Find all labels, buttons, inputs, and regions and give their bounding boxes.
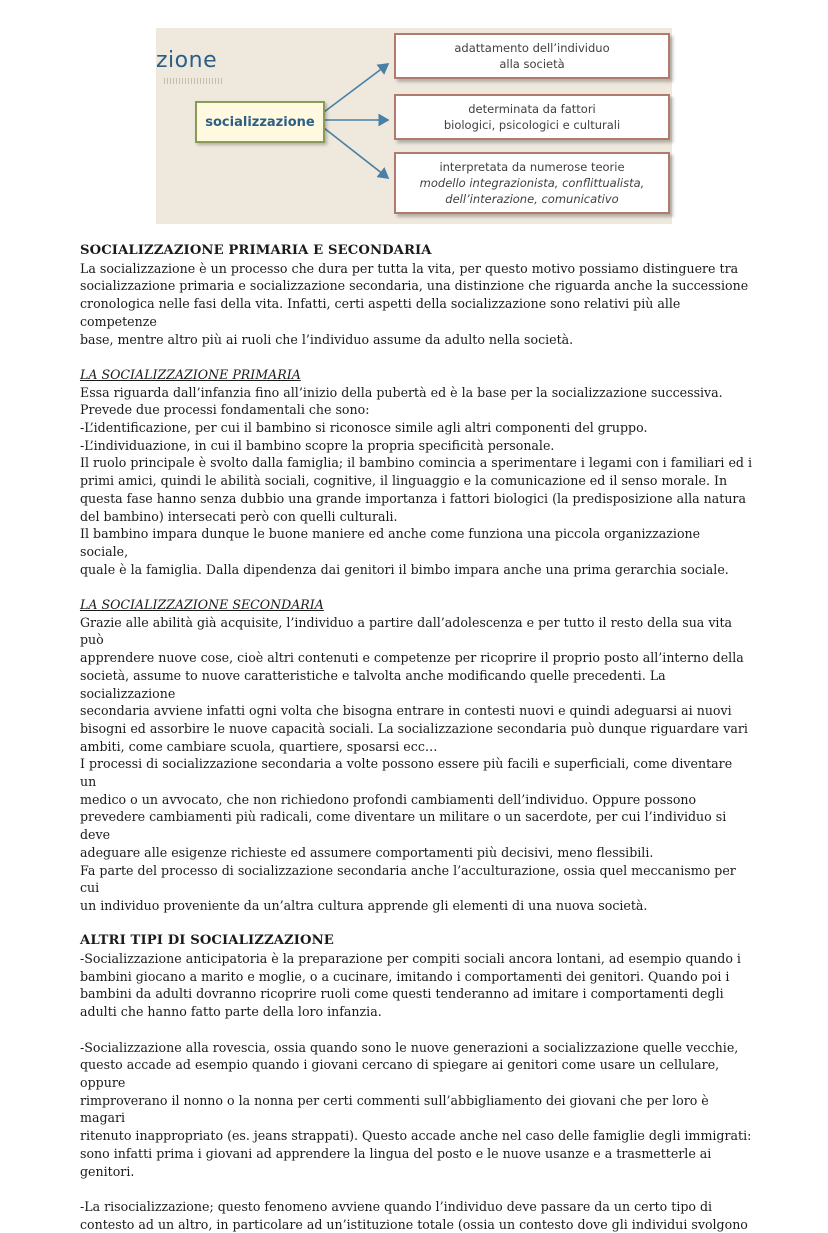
text-line: rimproverano il nonno o la nonna per certi commenti sull’abbigliamento dei giovani che per loro è magari [80, 1092, 709, 1126]
text-line: sono infatti prima i giovani ad apprendere la lingua del posto e le nuove usanze e a trasmetterle ai [80, 1145, 712, 1161]
text-line: -L’identificazione, per cui il bambino si riconosce simile agli altri componenti del gruppo. [80, 420, 648, 436]
text-line: I processi di socializzazione secondaria a volte possono essere più facili e superficiali, come diventare un [80, 756, 733, 790]
text-line: -Socializzazione alla rovescia, ossia quando sono le nuove generazioni a socializzazione quelle vecchie, [80, 1039, 739, 1055]
node-line-italic: dell’interazione, comunicativo [445, 192, 619, 206]
text-line: apprendere nuove cose, cioè altri contenuti e competenze per ricoprire il proprio posto all’interno della [80, 650, 744, 666]
spacer [80, 578, 752, 596]
node-line: adattamento dell’individuo [454, 41, 610, 55]
text-line: ambiti, come cambiare scuola, quartiere, sposarsi ecc… [80, 738, 438, 754]
text-line: adeguare alle esigenze richieste ed assumere comportamenti più decisivi, meno flessibili. [80, 844, 654, 860]
diagram-title: zione [156, 48, 218, 73]
text-line: questa fase hanno senza dubbio una grande importanza i fattori biologici (la predisposizione alla natura [80, 490, 746, 506]
text-line: Il bambino impara dunque le buone maniere ed anche come funziona una piccola organizzazione sociale, [80, 526, 701, 559]
node-line: alla società [499, 57, 565, 71]
text-line: La socializzazione è un processo che dura per tutta la vita, per questo motivo possiamo distinguere tra [80, 260, 739, 276]
document-body [80, 242, 752, 1233]
node-line: interpretata da numerose teorie [439, 160, 625, 174]
text-line: un individuo proveniente da un’altra cultura apprende gli elementi di una nuova società. [80, 897, 648, 913]
text-line: questo accade ad esempio quando i giovani cercano di spiegare ai genitori come usare un cellulare, oppure [80, 1057, 720, 1090]
text-line: ritenuto inappropriato (es. jeans strappati). Questo accade anche nel caso delle famiglie degli immigrati: [80, 1128, 752, 1144]
arrow-to-box3 [324, 128, 388, 178]
subsection-heading: LA SOCIALIZZAZIONE SECONDARIA [80, 597, 324, 613]
spacer [80, 915, 752, 933]
text-line: del bambino) intersecati però con quelli culturali. [80, 508, 398, 524]
text-line: secondaria avviene infatti ogni volta che bisogna entrare in contesti nuovi e quindi adeguarsi ai nuovi [80, 703, 732, 719]
subsection-heading: LA SOCIALIZZAZIONE PRIMARIA [80, 366, 301, 382]
section-heading: ALTRI TIPI DI SOCIALIZZAZIONE [80, 933, 334, 949]
text-line: quale è la famiglia. Dalla dipendenza dai genitori il bimbo impara anche una prima gerarchia sociale. [80, 561, 729, 577]
spacer [80, 1180, 752, 1198]
text-line: società, assume to nuove caratteristiche e talvolta anche modificando quelle precedenti. La socializzazione [80, 667, 666, 701]
diagram-center-node: socializzazione [195, 101, 325, 143]
spacer [80, 1021, 752, 1039]
text-line: bambini giocano a marito e moglie, o a cucinare, imitando i comportamenti dei genitori. Quando poi i [80, 968, 730, 984]
text-line: -La risocializzazione; questo fenomeno avviene quando l’individuo deve passare da un certo tipo di [80, 1198, 713, 1214]
text-line: genitori. [80, 1163, 135, 1179]
text-line: Grazie alle abilità già acquisite, l’individuo a partire dall’adolescenza e per tutto il resto della sua vita può [80, 614, 733, 648]
text-line: socializzazione primaria e socializzazione secondaria, una distinzione che riguarda anche la successione [80, 278, 749, 294]
socialization-diagram [156, 28, 672, 224]
diagram-node-adaptation [394, 33, 670, 79]
arrow-to-box1 [324, 64, 388, 112]
text-line: -Socializzazione anticipatoria è la preparazione per compiti sociali ancora lontani, ad esempio quando i [80, 951, 741, 967]
text-line: contesto ad un altro, in particolare ad un’istituzione totale (ossia un contesto dove gli individui svolgono [80, 1216, 748, 1232]
node-line-italic: modello integrazionista, conflittualista, [419, 176, 645, 190]
text-line: prevedere cambiamenti più radicali, come diventare un militare o un sacerdote, per cui l’individuo si deve [80, 809, 727, 843]
node-line: determinata da fattori [468, 102, 596, 116]
spacer [80, 348, 752, 366]
text-line: -L’individuazione, in cui il bambino scopre la propria specificità personale. [80, 437, 555, 453]
text-line: base, mentre altro più ai ruoli che l’individuo assume da adulto nella società. [80, 331, 574, 347]
text-line: primi amici, quindi le abilità sociali, cognitive, il linguaggio e la comunicazione ed il senso morale. In [80, 473, 728, 489]
text-line: bambini da adulti dovranno ricoprire ruoli come questi tenderanno ad imitare i comportamenti degli [80, 986, 724, 1002]
section-heading: SOCIALIZZAZIONE PRIMARIA E SECONDARIA [80, 243, 432, 258]
text-line: adulti che hanno fatto parte della loro infanzia. [80, 1004, 382, 1020]
text-line: Fa parte del processo di socializzazione secondaria anche l’acculturazione, ossia quel meccanismo per cui [80, 862, 736, 896]
node-line: biologici, psicologici e culturali [443, 118, 621, 132]
diagram-node-theories [394, 152, 670, 214]
diagram-node-factors [394, 94, 670, 140]
text-line: bisogni ed assorbire le nuove capacità sociali. La socializzazione secondaria può dunque riguardare vari [80, 720, 748, 736]
text-line: Il ruolo principale è svolto dalla famiglia; il bambino comincia a sperimentare i legami con i familiari ed i [80, 455, 753, 471]
text-line: medico o un avvocato, che non richiedono profondi cambiamenti dell’individuo. Oppure possono [80, 791, 697, 807]
text-line: Essa riguarda dall’infanzia fino all’inizio della pubertà ed è la base per la socializzazione successiva. [80, 384, 723, 400]
text-line: cronologica nelle fasi della vita. Infatti, certi aspetti della socializzazione sono relativi più alle competenze [80, 296, 681, 329]
text-line: Prevede due processi fondamentali che sono: [80, 402, 370, 418]
